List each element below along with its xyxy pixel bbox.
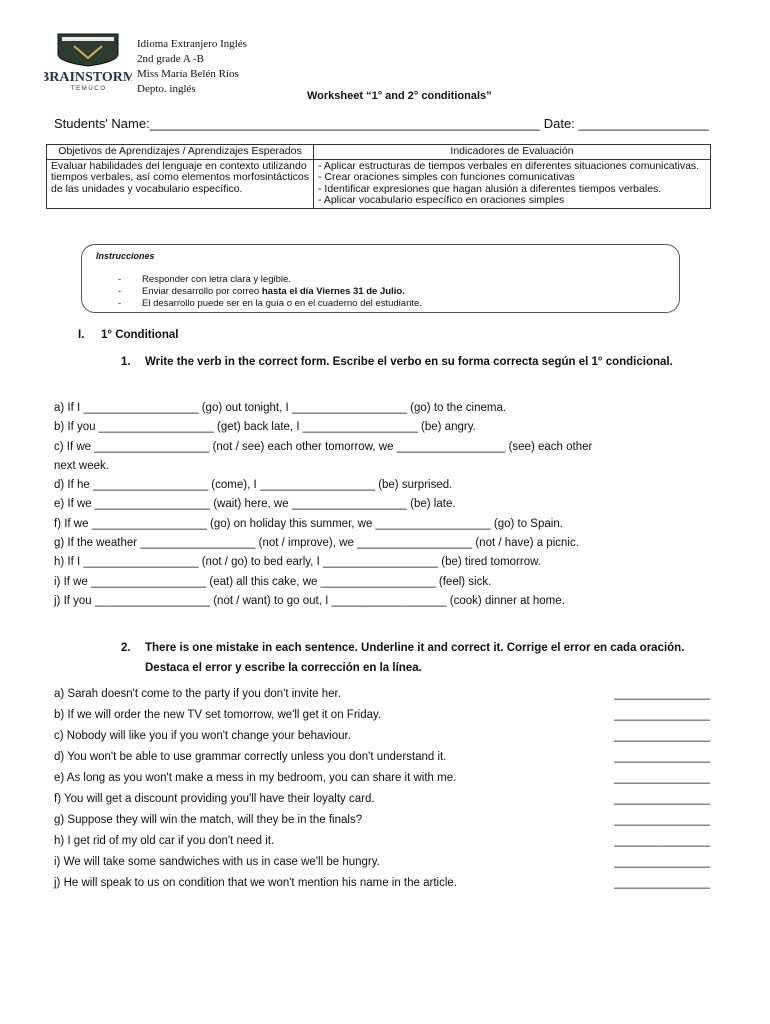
answer-blank[interactable]: _______________ [614,877,710,889]
correction-sentence: j) He will speak to us on condition that we won't mention his name in the article. [54,877,457,889]
exercise-line[interactable]: d) If he __________________ (come), I __________________ (be) surprised. [54,479,453,491]
exercise-line[interactable]: f) If we __________________ (go) on holiday this summer, we __________________ (go) to Spain. [54,518,563,530]
instructions-box: Instrucciones - Responder con letra clara y legible. - Enviar desarrollo por correo hasta el día Viernes 31 de Julio. - El desarrollo puede ser en la guía o en el cuaderno del estudiante. [81,244,680,313]
header-line: Idioma Extranjero Inglés [137,38,247,50]
answer-blank[interactable]: _______________ [614,814,710,826]
correction-sentence: c) Nobody will like you if you won't change your behaviour. [54,730,351,742]
answer-blank[interactable]: _______________ [614,835,710,847]
answer-blank[interactable]: _______________ [614,856,710,868]
exercise-line[interactable]: g) If the weather __________________ (not / improve), we __________________ (not / have) a picnic. [54,537,579,549]
exercise-line[interactable]: e) If we __________________ (wait) here, we __________________ (be) late. [54,498,456,510]
date-label: Date: [543,116,575,131]
deadline: hasta el día Viernes 31 de Julio. [261,286,405,297]
indicator-item: - Crear oraciones simples con funciones comunicativas [318,171,575,183]
correction-sentence: a) Sarah doesn't come to the party if you don't invite her. [54,688,341,700]
correction-sentence: i) We will take some sandwiches with us in case we'll be hungry. [54,856,380,868]
answer-blank[interactable]: _______________ [614,751,710,763]
students-name-field[interactable]: ______________________________________________________ [149,116,541,131]
exercise-line: next week. [54,460,109,472]
indicators-header: Indicadores de Evaluación [314,145,711,160]
correction-sentence: h) I get rid of my old car if you don't need it. [54,835,275,847]
answer-blank[interactable]: _______________ [614,793,710,805]
school-logo [44,32,132,92]
indicator-item: - Aplicar vocabulario específico en oraciones simples [318,194,565,206]
exercise-line[interactable]: h) If I __________________ (not / go) to bed early, I __________________ (be) tired tomorrow. [54,556,541,568]
correction-sentence: f) You will get a discount providing you'll have their loyalty card. [54,793,375,805]
svg-text:T E M U C O: T E M U C O [70,86,106,92]
students-name-label: Students' Name: [54,116,150,131]
header-line: Miss María Belén Ríos [137,68,239,80]
objectives-text: Evaluar habilidades del lenguaje en contexto utilizando tiempos verbales, así como elementos morfosintácticos de las unidades y vocabulario específico. [47,159,314,208]
header-info [137,37,247,97]
exercise-line[interactable]: c) If we __________________ (not / see) each other tomorrow, we _________________ (see) each other [54,441,593,453]
objectives-table [46,144,711,209]
indicators-list [314,159,711,208]
svg-text:BRAINSTORM: BRAINSTORM [44,70,132,85]
correction-sentence: b) If we will order the new TV set tomorrow, we'll get it on Friday. [54,709,382,721]
instructions-title: Instrucciones [96,251,155,261]
students-name-row [54,116,714,131]
answer-blank[interactable]: _______________ [614,709,710,721]
header-line: Depto. inglés [137,83,196,95]
answer-blank[interactable]: _______________ [614,772,710,784]
exercise-line[interactable]: a) If I __________________ (go) out tonight, I __________________ (go) to the cinema. [54,402,507,414]
correction-sentence: d) You won't be able to use grammar correctly unless you don't understand it. [54,751,447,763]
worksheet-title: Worksheet “1° and 2° conditionals” [307,90,492,102]
indicator-item: - Identificar expresiones que hagan alusión a diferentes tiempos verbales. [318,182,662,195]
answer-blank[interactable]: _______________ [614,730,710,742]
exercise-line[interactable]: i) If we __________________ (eat) all this cake, we __________________ (feel) sick. [54,576,492,588]
objectives-header: Objetivos de Aprendizajes / Aprendizajes Esperados [47,145,314,160]
header-line: 2nd grade A -B [137,53,204,65]
exercise-line[interactable]: b) If you __________________ (get) back late, I __________________ (be) angry. [54,421,476,433]
answer-blank[interactable]: _______________ [614,688,710,700]
indicator-item: - Aplicar estructuras de tiempos verbales en diferentes situaciones comunicativas. [318,159,700,172]
exercise-line[interactable]: j) If you __________________ (not / want) to go out, I __________________ (cook) dinner at home. [54,595,565,607]
correction-sentence: e) As long as you won't make a mess in my bedroom, you can share it with me. [54,772,457,784]
correction-sentence: g) Suppose they will win the match, will they be in the finals? [54,814,363,826]
date-field[interactable]: __________________ [578,116,709,131]
